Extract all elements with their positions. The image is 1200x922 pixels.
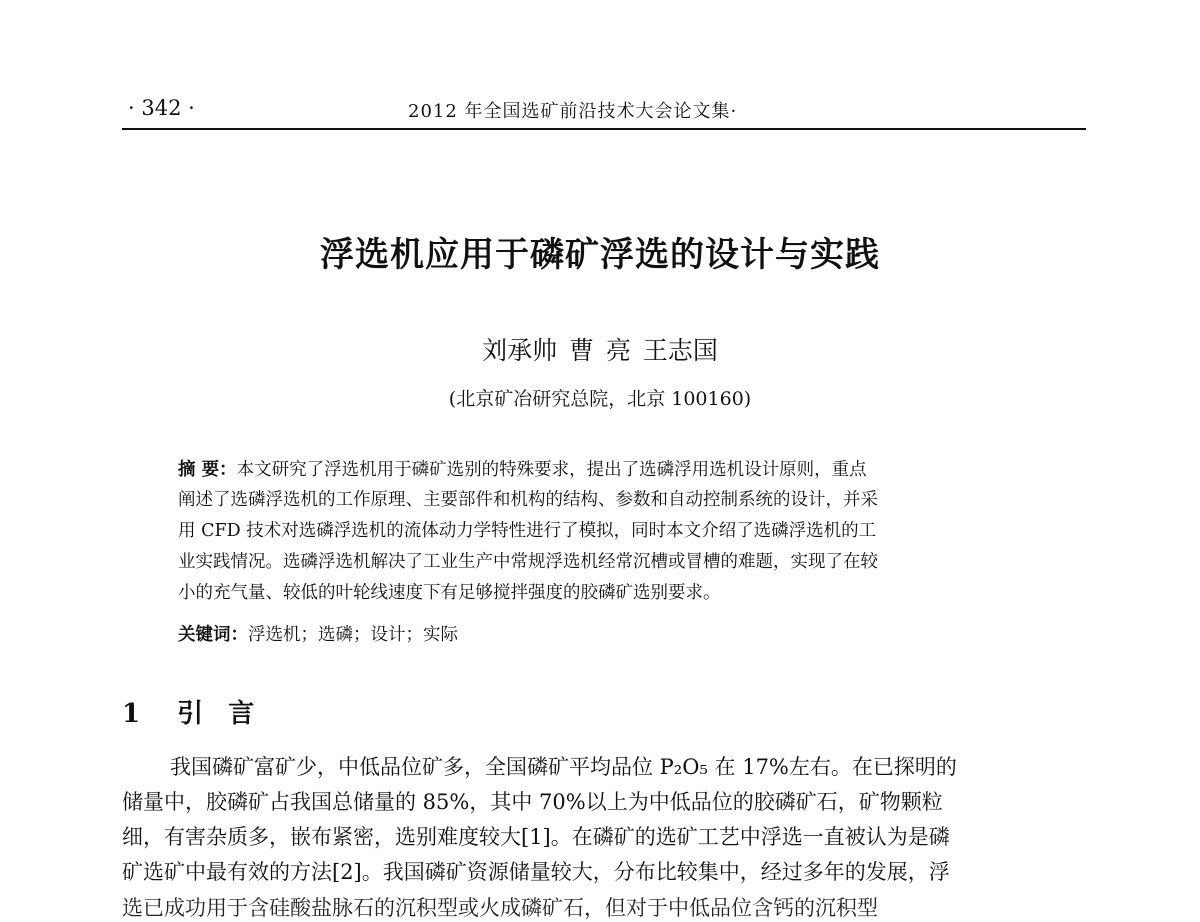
abstract-line <box>178 456 867 481</box>
body-line: 矿选矿中最有效的方法[2]。我国磷矿资源储量较大，分布比较集中，经过多年的发展，浮 <box>122 860 950 884</box>
section-heading <box>122 693 262 730</box>
affiliation: (北京矿冶研究总院，北京 100160) <box>448 388 752 410</box>
abstract-line: 用 CFD 技术对选磷浮选机的流体动力学特性进行了模拟，同时本文介绍了选磷浮选机的工 <box>178 521 877 541</box>
running-title: 2012 年全国选矿前沿技术大会论文集· <box>408 101 738 122</box>
body-line: 细，有害杂质多，嵌布紧密，选别难度较大[1]。在磷矿的选矿工艺中浮选一直被认为是磷 <box>122 825 950 849</box>
abstract-label: 摘 要： <box>178 460 237 480</box>
body-line-partial: 选已成功用于含硅酸盐脉石的沉积型或火成磷矿石，但对于中低品位含钙的沉积型 <box>122 896 878 920</box>
header-rule <box>122 128 1086 130</box>
body-line: 我国磷矿富矿少，中低品位矿多，全国磷矿平均品位 P₂O₅ 在 17%左右。在已探明的 <box>170 755 957 779</box>
authors: 刘承帅 曹 亮 王志国 <box>482 336 718 365</box>
paper-title: 浮选机应用于磷矿浮选的设计与实践 <box>320 235 880 275</box>
abstract-text: 本文研究了浮选机用于磷矿选别的特殊要求，提出了选磷浮用选机设计原则，重点 <box>236 460 867 480</box>
page-number: · 342 · <box>128 96 195 120</box>
keywords-label: 关键词： <box>178 625 248 645</box>
section-title: 引 言 <box>177 699 263 729</box>
abstract-line: 小的充气量、较低的叶轮线速度下有足够搅拌强度的胶磷矿选别要求。 <box>178 583 721 603</box>
keywords-line <box>178 621 458 646</box>
body-line: 储量中，胶磷矿占我国总储量的 85%，其中 70%以上为中低品位的胶磷矿石，矿物颗粒 <box>122 790 943 814</box>
keywords-value: 浮选机；选磷；设计；实际 <box>248 625 458 645</box>
section-number: 1 <box>122 699 149 729</box>
abstract-line: 阐述了选磷浮选机的工作原理、主要部件和机构的结构、参数和自动控制系统的设计，并采 <box>178 490 878 510</box>
abstract-line: 业实践情况。选磷浮选机解决了工业生产中常规浮选机经常沉槽或冒槽的难题，实现了在较 <box>178 552 878 572</box>
